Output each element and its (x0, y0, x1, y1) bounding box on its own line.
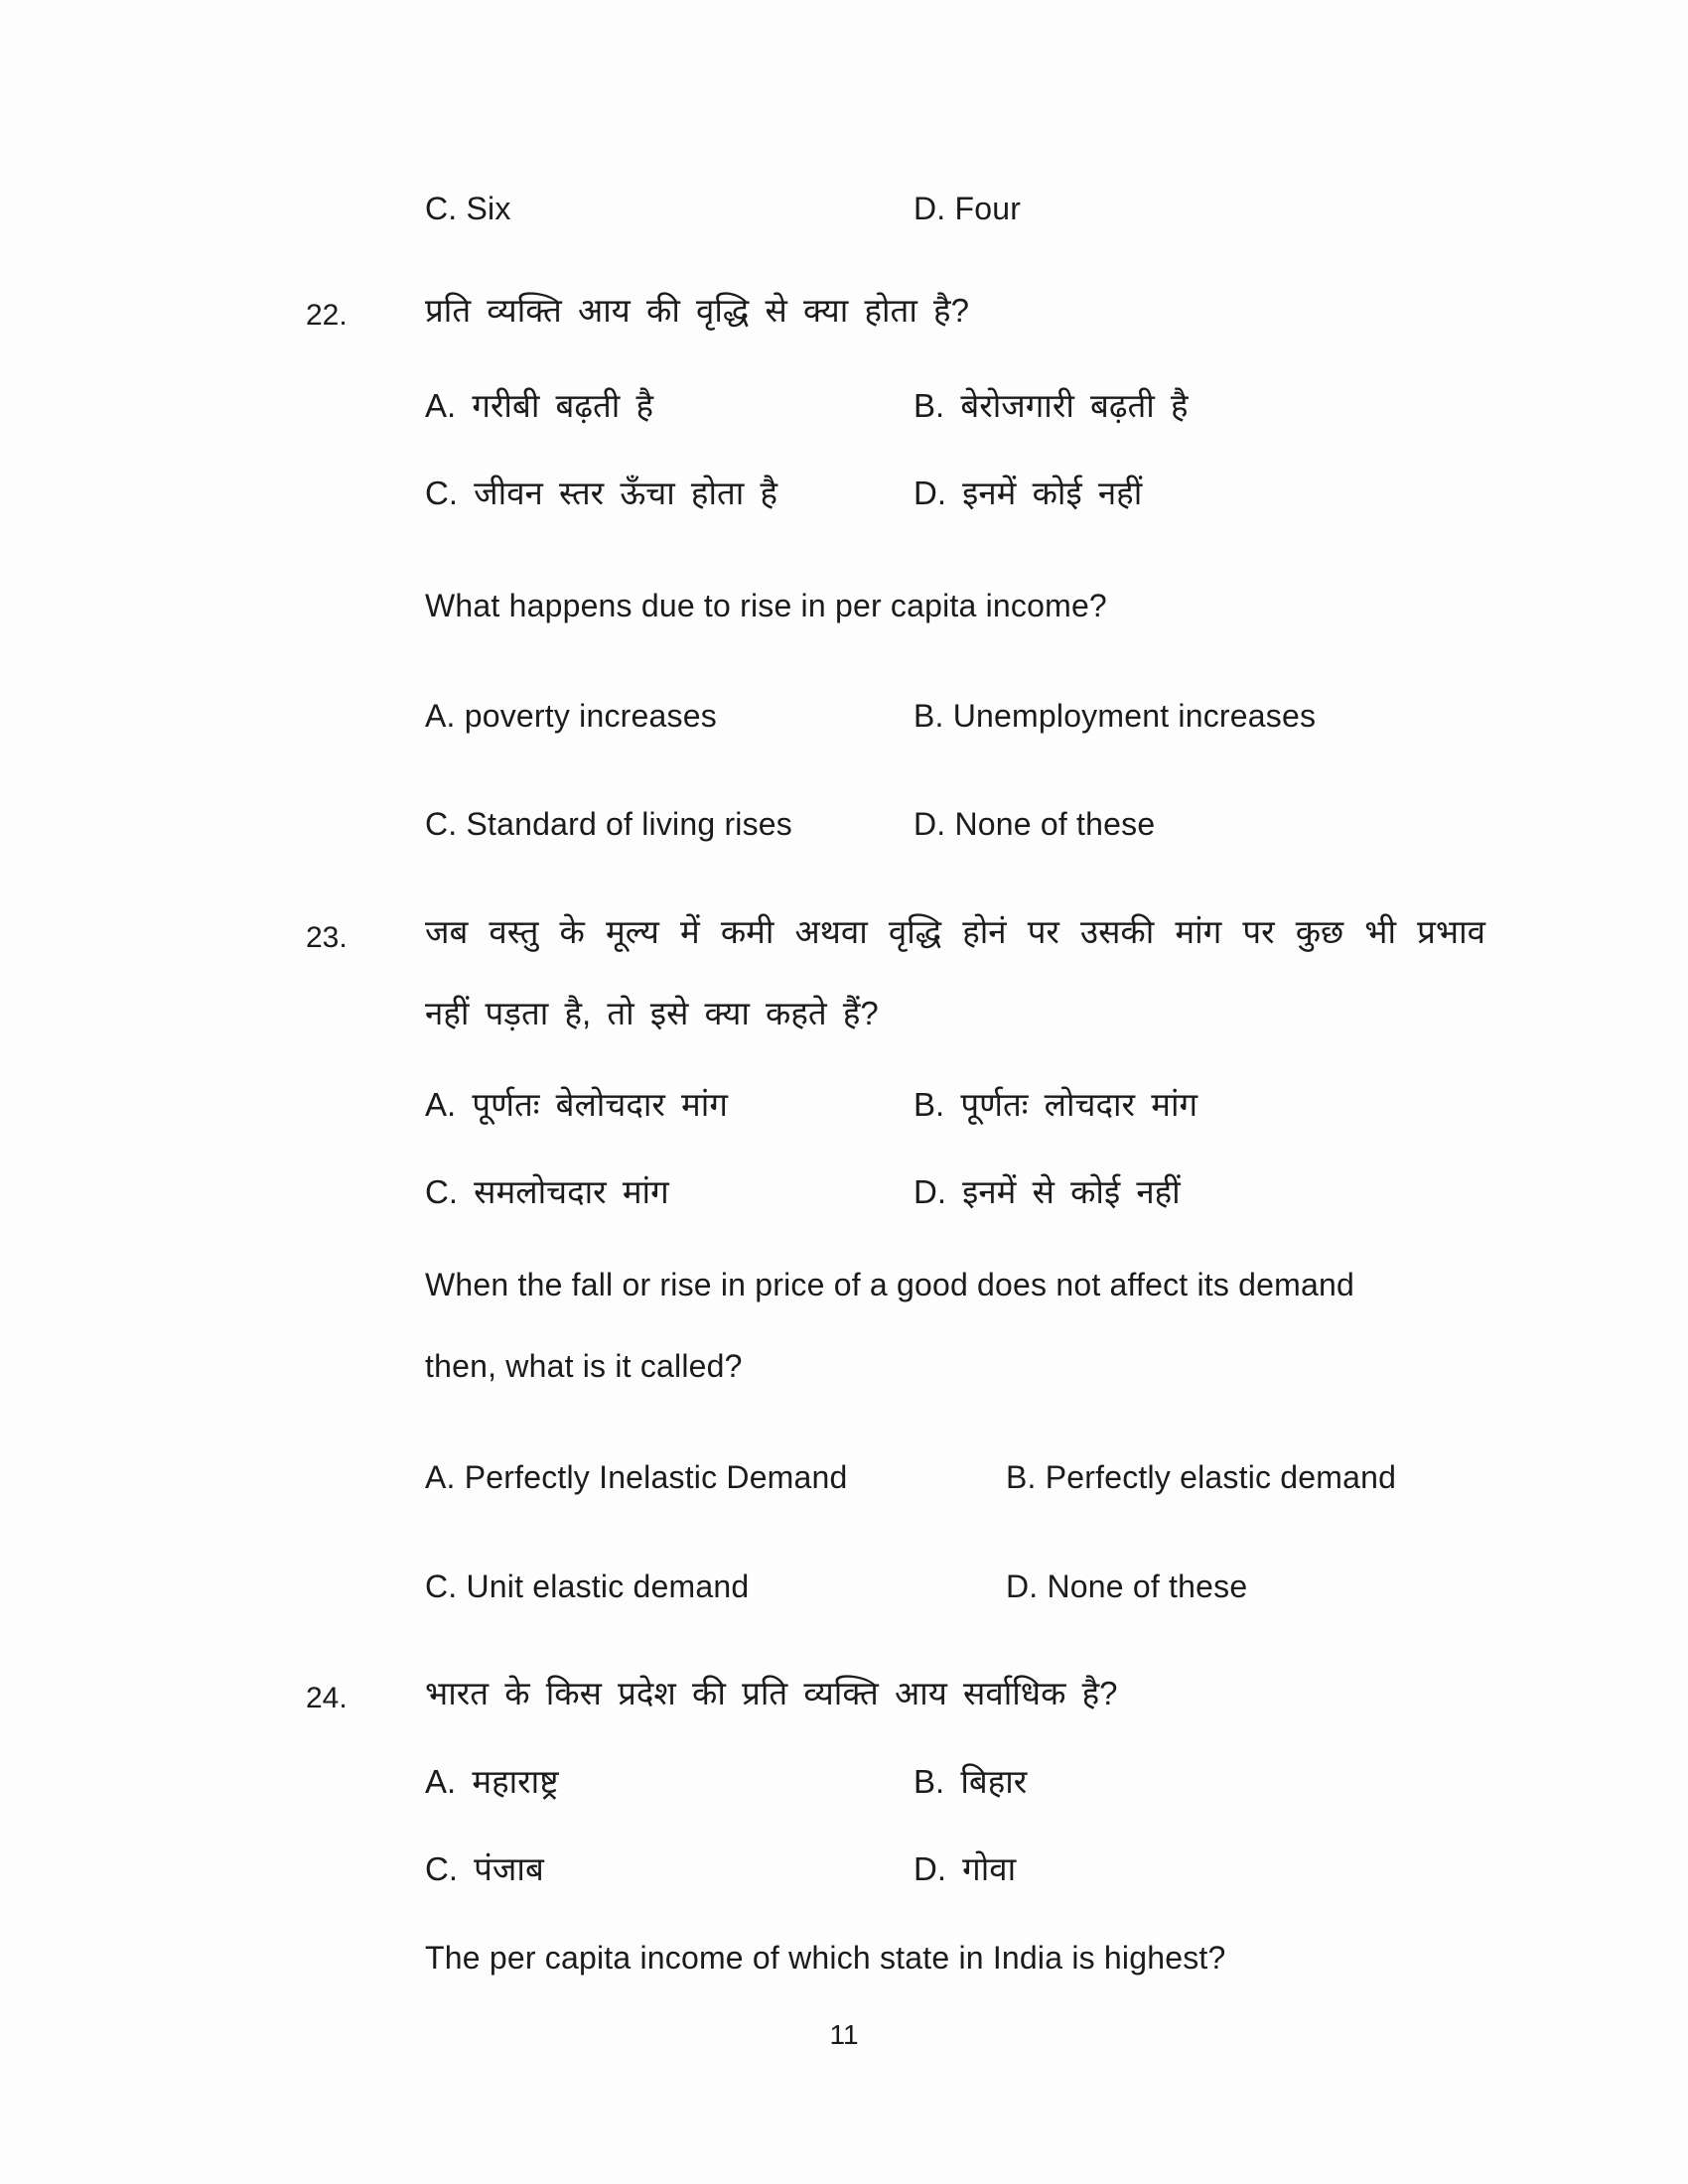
prev-question-option-c: C. Six (425, 191, 511, 226)
question-22-hindi-option-c: C. जीवन स्तर ऊँचा होता है (425, 475, 778, 511)
question-22-english-text: What happens due to rise in per capita income? (425, 588, 1107, 623)
question-24-hindi-text: भारत के किस प्रदेश की प्रति व्यक्ति आय सर्वाधिक है? (425, 1675, 1118, 1711)
question-23-number: 23. (306, 921, 348, 954)
question-23-hindi-option-a: A. पूर्णतः बेलोचदार मांग (425, 1086, 728, 1123)
page-number: 11 (829, 2019, 859, 2050)
question-22-number: 22. (306, 299, 348, 332)
question-23-english-option-d: D. None of these (1006, 1569, 1248, 1604)
question-23-english-text-line1: When the fall or rise in price of a good does not affect its demand (425, 1267, 1355, 1302)
question-24-hindi-option-a: A. महाराष्ट्र (425, 1763, 559, 1800)
question-23-english-option-b: B. Perfectly elastic demand (1006, 1459, 1397, 1495)
question-23-english-option-a: A. Perfectly Inelastic Demand (425, 1459, 848, 1495)
question-24-hindi-option-b: B. बिहार (914, 1763, 1028, 1800)
question-22-english-option-d: D. None of these (914, 806, 1156, 842)
question-22-english-option-a: A. poverty increases (425, 698, 717, 734)
question-24-hindi-option-d: D. गोवा (914, 1850, 1017, 1887)
question-23-english-text-line2: then, what is it called? (425, 1348, 743, 1384)
prev-question-option-d: D. Four (914, 191, 1022, 226)
question-23-hindi-option-c: C. समलोचदार मांग (425, 1173, 669, 1210)
question-22-english-option-b: B. Unemployment increases (914, 698, 1317, 734)
question-22-english-option-c: C. Standard of living rises (425, 806, 793, 842)
question-23-hindi-text-line2: नहीं पड़ता है, तो इसे क्या कहते हैं? (425, 995, 879, 1031)
question-24-number: 24. (306, 1682, 348, 1714)
question-22-hindi-option-d: D. इनमें कोई नहीं (914, 475, 1143, 511)
question-23-hindi-text-line1: जब वस्तु के मूल्य में कमी अथवा वृद्धि होनं पर उसकी मांग पर कुछ भी प्रभाव (425, 913, 1485, 950)
question-22-hindi-option-a: A. गरीबी बढ़ती है (425, 387, 653, 424)
question-23-english-option-c: C. Unit elastic demand (425, 1569, 750, 1604)
question-23-hindi-option-d: D. इनमें से कोई नहीं (914, 1173, 1181, 1210)
question-24-hindi-option-c: C. पंजाब (425, 1850, 544, 1887)
question-22-hindi-option-b: B. बेरोजगारी बढ़ती है (914, 387, 1189, 424)
question-22-hindi-text: प्रति व्यक्ति आय की वृद्धि से क्या होता है? (425, 292, 969, 329)
question-23-hindi-option-b: B. पूर्णतः लोचदार मांग (914, 1086, 1198, 1123)
question-24-english-text: The per capita income of which state in India is highest? (425, 1940, 1226, 1976)
